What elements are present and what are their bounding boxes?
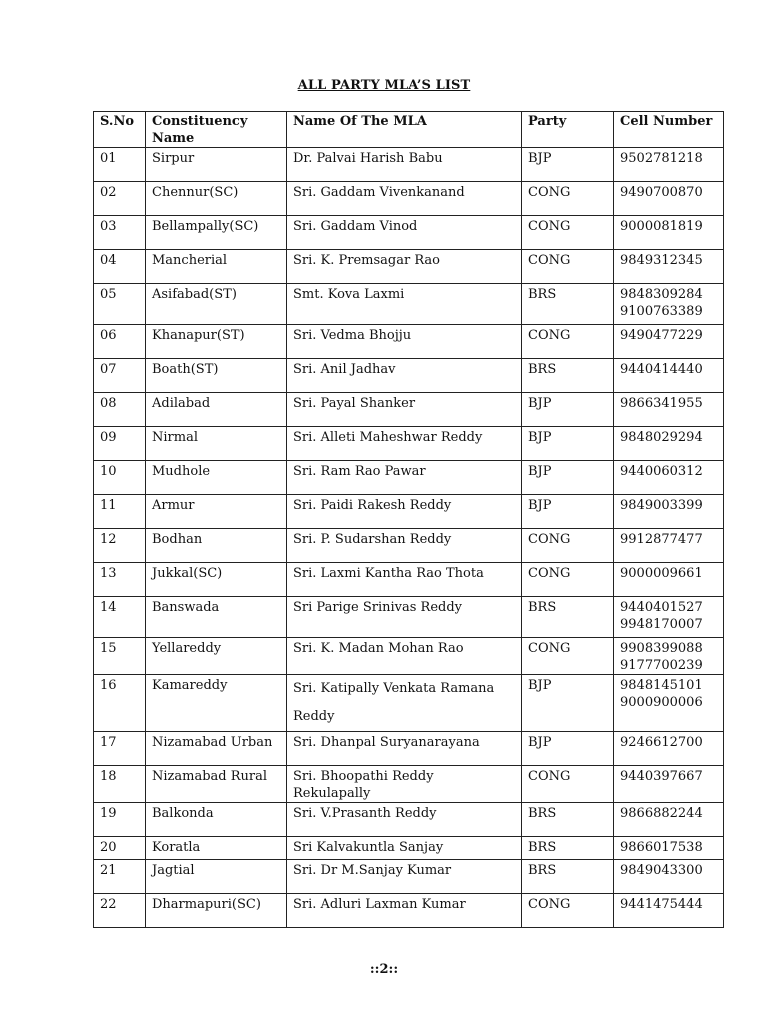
page-number: ::2:: (369, 962, 399, 977)
cell-party: CONG (522, 216, 614, 250)
phone-number-primary: 9440414440 (620, 362, 703, 377)
cell-party: CONG (522, 638, 614, 675)
cell-sno: 13 (94, 563, 146, 597)
cell-constituency: Khanapur(ST) (146, 325, 287, 359)
cell-party: BJP (522, 675, 614, 732)
cell-constituency: Nizamabad Urban (146, 732, 287, 766)
phone-number-secondary: 9948170007 (620, 617, 703, 632)
cell-constituency: Balkonda (146, 803, 287, 837)
cell-phone-number (614, 427, 724, 461)
table-row (94, 860, 724, 894)
cell-phone-number (614, 250, 724, 284)
phone-number-primary: 9848309284 (620, 287, 703, 302)
cell-sno: 06 (94, 325, 146, 359)
cell-mla-name: Sri. Alleti Maheshwar Reddy (287, 427, 522, 461)
cell-mla-name: Sri. Katipally Venkata Ramana Reddy (287, 675, 522, 732)
table-row (94, 461, 724, 495)
cell-phone-number (614, 216, 724, 250)
cell-mla-name: Sri. Dr M.Sanjay Kumar (287, 860, 522, 894)
phone-number-primary: 9849043300 (620, 863, 703, 878)
cell-sno: 12 (94, 529, 146, 563)
table-row (94, 766, 724, 803)
header-party: Party (522, 112, 614, 148)
cell-party: BJP (522, 732, 614, 766)
table-row (94, 216, 724, 250)
cell-constituency: Yellareddy (146, 638, 287, 675)
cell-mla-name: Sri. Dhanpal Suryanarayana (287, 732, 522, 766)
phone-number-primary: 9440060312 (620, 464, 703, 479)
cell-party: BRS (522, 860, 614, 894)
cell-sno: 22 (94, 894, 146, 928)
header-constituency: Constituency Name (146, 112, 287, 148)
phone-number-secondary: 9000900006 (620, 695, 703, 710)
cell-mla-name: Sri. K. Madan Mohan Rao (287, 638, 522, 675)
cell-phone-number (614, 529, 724, 563)
phone-number-primary: 9246612700 (620, 735, 703, 750)
cell-mla-name: Sri. V.Prasanth Reddy (287, 803, 522, 837)
phone-number-primary: 9490477229 (620, 328, 703, 343)
table-row (94, 638, 724, 675)
cell-sno: 17 (94, 732, 146, 766)
cell-mla-name: Sri. Ram Rao Pawar (287, 461, 522, 495)
cell-constituency: Jagtial (146, 860, 287, 894)
mla-table (93, 111, 724, 928)
phone-number-secondary: 9100763389 (620, 304, 703, 319)
cell-party: CONG (522, 250, 614, 284)
cell-mla-name: Sri. Vedma Bhojju (287, 325, 522, 359)
cell-mla-name: Sri. Gaddam Vinod (287, 216, 522, 250)
cell-phone-number (614, 766, 724, 803)
cell-constituency: Asifabad(ST) (146, 284, 287, 325)
cell-sno: 20 (94, 837, 146, 860)
table-row (94, 182, 724, 216)
cell-constituency: Banswada (146, 597, 287, 638)
cell-constituency: Boath(ST) (146, 359, 287, 393)
cell-party: CONG (522, 325, 614, 359)
cell-phone-number (614, 675, 724, 732)
table-row (94, 597, 724, 638)
cell-constituency: Koratla (146, 837, 287, 860)
cell-phone-number (614, 393, 724, 427)
cell-constituency: Nizamabad Rural (146, 766, 287, 803)
cell-phone-number (614, 803, 724, 837)
phone-number-primary: 9440397667 (620, 769, 703, 784)
cell-sno: 10 (94, 461, 146, 495)
phone-number-primary: 9908399088 (620, 641, 703, 656)
cell-phone-number (614, 638, 724, 675)
table-row (94, 393, 724, 427)
table-row (94, 359, 724, 393)
cell-party: BRS (522, 837, 614, 860)
table-row (94, 250, 724, 284)
cell-constituency: Armur (146, 495, 287, 529)
table-row (94, 837, 724, 860)
phone-number-primary: 9848145101 (620, 678, 703, 693)
phone-number-primary: 9866341955 (620, 396, 703, 411)
phone-number-primary: 9866882244 (620, 806, 703, 821)
cell-mla-name: Sri. Laxmi Kantha Rao Thota (287, 563, 522, 597)
cell-constituency: Adilabad (146, 393, 287, 427)
cell-constituency: Mancherial (146, 250, 287, 284)
cell-phone-number (614, 182, 724, 216)
cell-constituency: Mudhole (146, 461, 287, 495)
cell-sno: 18 (94, 766, 146, 803)
cell-sno: 07 (94, 359, 146, 393)
table-row (94, 563, 724, 597)
cell-mla-name: Sri. Adluri Laxman Kumar (287, 894, 522, 928)
cell-party: CONG (522, 563, 614, 597)
cell-party: BJP (522, 495, 614, 529)
cell-sno: 14 (94, 597, 146, 638)
table-header-row (94, 112, 724, 148)
header-mla-name: Name Of The MLA (287, 112, 522, 148)
cell-sno: 19 (94, 803, 146, 837)
cell-constituency: Nirmal (146, 427, 287, 461)
cell-party: BRS (522, 597, 614, 638)
phone-number-primary: 9490700870 (620, 185, 703, 200)
cell-phone-number (614, 495, 724, 529)
cell-sno: 21 (94, 860, 146, 894)
phone-number-primary: 9502781218 (620, 151, 703, 166)
cell-phone-number (614, 860, 724, 894)
table-row (94, 427, 724, 461)
table-row (94, 148, 724, 182)
cell-party: CONG (522, 766, 614, 803)
cell-mla-name: Sri. K. Premsagar Rao (287, 250, 522, 284)
document-title: ALL PARTY MLA’S LIST (297, 78, 471, 93)
table-row (94, 894, 724, 928)
table-row (94, 495, 724, 529)
cell-mla-name: Sri. Paidi Rakesh Reddy (287, 495, 522, 529)
cell-sno: 11 (94, 495, 146, 529)
cell-phone-number (614, 325, 724, 359)
cell-mla-name: Sri. Bhoopathi Reddy Rekulapally (287, 766, 522, 803)
cell-party: BJP (522, 461, 614, 495)
cell-sno: 09 (94, 427, 146, 461)
cell-phone-number (614, 284, 724, 325)
cell-constituency: Kamareddy (146, 675, 287, 732)
phone-number-primary: 9849312345 (620, 253, 703, 268)
cell-constituency: Jukkal(SC) (146, 563, 287, 597)
cell-phone-number (614, 563, 724, 597)
cell-party: BRS (522, 359, 614, 393)
table-row (94, 529, 724, 563)
cell-party: BJP (522, 148, 614, 182)
phone-number-primary: 9849003399 (620, 498, 703, 513)
phone-number-primary: 9866017538 (620, 840, 703, 855)
table-row (94, 284, 724, 325)
table-row (94, 325, 724, 359)
cell-mla-name: Sri. Payal Shanker (287, 393, 522, 427)
cell-sno: 05 (94, 284, 146, 325)
cell-mla-name: Sri Kalvakuntla Sanjay (287, 837, 522, 860)
header-cell-number: Cell Number (614, 112, 724, 148)
cell-phone-number (614, 359, 724, 393)
cell-phone-number (614, 837, 724, 860)
cell-party: BRS (522, 284, 614, 325)
table-body (94, 148, 724, 928)
cell-party: BRS (522, 803, 614, 837)
cell-mla-name: Sri. P. Sudarshan Reddy (287, 529, 522, 563)
cell-sno: 08 (94, 393, 146, 427)
cell-sno: 04 (94, 250, 146, 284)
cell-party: CONG (522, 182, 614, 216)
phone-number-primary: 9441475444 (620, 897, 703, 912)
cell-sno: 01 (94, 148, 146, 182)
cell-mla-name: Smt. Kova Laxmi (287, 284, 522, 325)
cell-sno: 03 (94, 216, 146, 250)
cell-constituency: Bodhan (146, 529, 287, 563)
table-row (94, 803, 724, 837)
cell-sno: 15 (94, 638, 146, 675)
cell-sno: 02 (94, 182, 146, 216)
cell-mla-name: Sri. Anil Jadhav (287, 359, 522, 393)
table-row (94, 732, 724, 766)
cell-phone-number (614, 894, 724, 928)
cell-constituency: Bellampally(SC) (146, 216, 287, 250)
cell-phone-number (614, 461, 724, 495)
cell-constituency: Dharmapuri(SC) (146, 894, 287, 928)
cell-phone-number (614, 597, 724, 638)
phone-number-primary: 9912877477 (620, 532, 703, 547)
cell-mla-name: Sri Parige Srinivas Reddy (287, 597, 522, 638)
cell-party: CONG (522, 894, 614, 928)
phone-number-primary: 9440401527 (620, 600, 703, 615)
phone-number-secondary: 9177700239 (620, 658, 703, 673)
cell-party: BJP (522, 393, 614, 427)
cell-party: BJP (522, 427, 614, 461)
cell-mla-name: Dr. Palvai Harish Babu (287, 148, 522, 182)
cell-constituency: Chennur(SC) (146, 182, 287, 216)
cell-phone-number (614, 732, 724, 766)
cell-sno: 16 (94, 675, 146, 732)
cell-mla-name: Sri. Gaddam Vivenkanand (287, 182, 522, 216)
cell-party: CONG (522, 529, 614, 563)
cell-constituency: Sirpur (146, 148, 287, 182)
phone-number-primary: 9848029294 (620, 430, 703, 445)
cell-phone-number (614, 148, 724, 182)
table-row (94, 675, 724, 732)
header-sno: S.No (94, 112, 146, 148)
phone-number-primary: 9000081819 (620, 219, 703, 234)
phone-number-primary: 9000009661 (620, 566, 703, 581)
